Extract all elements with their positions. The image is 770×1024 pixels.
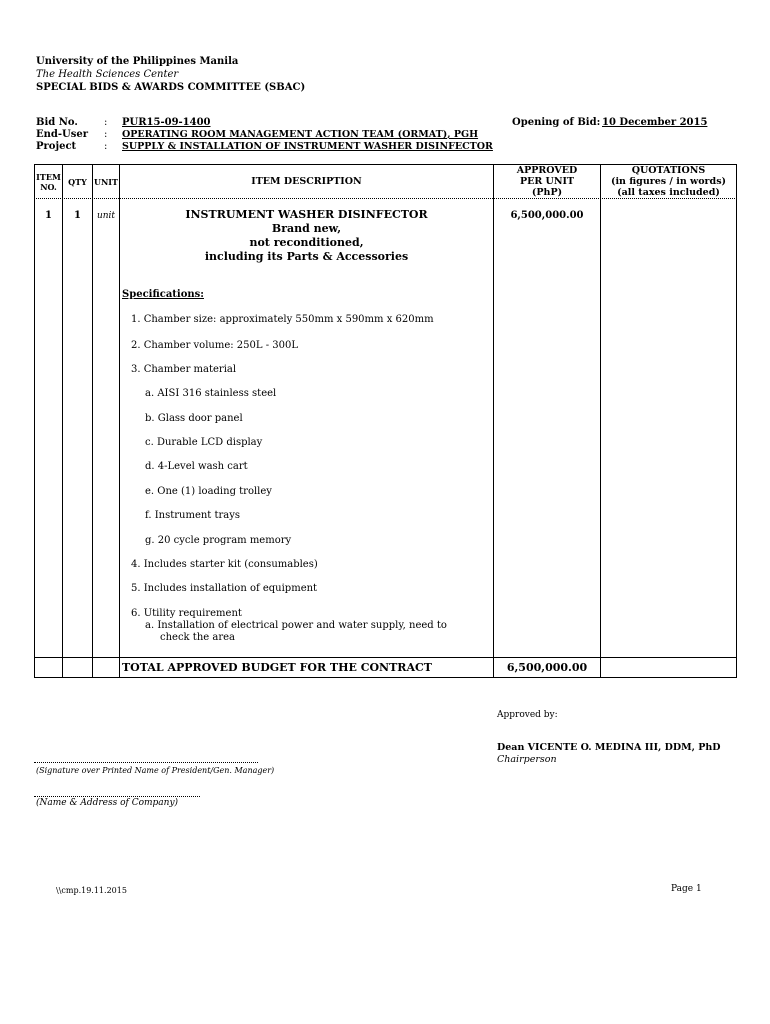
spec-subitem: a. Installation of electrical power and water supply, need to [145,620,447,631]
col-border-itemno [62,164,63,678]
committee-name: SPECIAL BIDS & AWARDS COMMITTEE (SBAC) [36,82,306,93]
center-name: The Health Sciences Center [36,69,179,80]
spec-item: 2. Chamber volume: 250L - 300L [131,340,298,351]
company-caption: (Name & Address of Company) [36,798,179,808]
row-approved-amount: 6,500,000.00 [510,210,584,221]
opening-value: 10 December 2015 [602,117,708,128]
header-approved-line3: (PhP) [531,187,563,198]
header-item-no-line1: ITEM [36,172,61,182]
header-item-no [35,172,62,192]
specs-heading: Specifications: [122,289,204,300]
spec-subitem: d. 4-Level wash cart [145,461,248,472]
header-qty: QTY [68,177,87,187]
total-top-border [34,657,737,658]
spec-item: 6. Utility requirement [131,608,242,619]
col-border-description [493,164,494,678]
spec-item: 4. Includes starter kit (consumables) [131,559,318,570]
university-name: University of the Philippines Manila [36,56,239,67]
row-title-line1: INSTRUMENT WASHER DISINFECTOR [185,208,428,221]
spec-subitem: b. Glass door panel [145,413,243,424]
approved-by-label: Approved by: [497,710,558,720]
header-quotations [601,165,736,198]
row-qty: 1 [74,210,81,221]
row-title-line4: including its Parts & Accessories [204,250,409,263]
project-label: Project [36,141,77,152]
total-label: TOTAL APPROVED BUDGET FOR THE CONTRACT [122,661,432,674]
col-border-left [34,164,35,678]
bid-label: Bid No. [36,117,78,128]
row-title [120,208,493,264]
spec-item: 1. Chamber size: approximately 550mm x 590mm x 620mm [131,314,434,325]
header-divider [34,198,737,199]
header-approved-line2: PER UNIT [519,176,575,187]
header-quotations-line2: (in figures / in words) [610,176,727,187]
total-amount: 6,500,000.00 [506,661,588,674]
spec-item: 5. Includes installation of equipment [131,583,318,594]
bid-colon: : [104,117,108,128]
spec-subitem: g. 20 cycle program memory [145,535,292,546]
enduser-colon: : [104,129,108,140]
page-number: Page 1 [671,884,702,894]
header-item-no-line2: NO. [40,182,57,192]
spec-subitem-continued: check the area [160,632,235,643]
header-quotations-line1: QUOTATIONS [631,165,706,176]
table-bottom-border [34,677,737,678]
spec-subitem: a. AISI 316 stainless steel [145,388,277,399]
header-approved [494,165,600,198]
col-border-right [736,164,737,678]
opening-label: Opening of Bid: [512,117,601,128]
signature-caption: (Signature over Printed Name of President/Gen. Manager) [36,766,275,775]
signatory-title: Chairperson [497,754,557,765]
header-unit: UNIT [94,177,118,187]
row-title-line2: Brand new, [271,222,342,235]
spec-item: 3. Chamber material [131,364,237,375]
header-approved-line1: APPROVED [516,165,578,176]
enduser-label: End-User [36,129,89,140]
bid-value: PUR15-09-1400 [122,117,211,128]
enduser-value: OPERATING ROOM MANAGEMENT ACTION TEAM (ORMAT), PGH [122,129,479,140]
spec-subitem: c. Durable LCD display [145,437,263,448]
header-item-description: ITEM DESCRIPTION [251,176,362,187]
row-item-no: 1 [45,210,52,221]
row-title-line3: not reconditioned, [249,236,364,249]
company-line [34,796,200,797]
header-quotations-line3: (all taxes included) [617,187,720,198]
spec-subitem: f. Instrument trays [145,510,241,521]
row-unit: unit [96,211,116,221]
spec-subitem: e. One (1) loading trolley [145,486,272,497]
project-colon: : [104,141,108,152]
signatory-name: Dean VICENTE O. MEDINA III, DDM, PhD [497,742,721,753]
col-border-approved [600,164,601,678]
project-value: SUPPLY & INSTALLATION OF INSTRUMENT WASHER DISINFECTOR [122,141,493,152]
file-reference: \\cmp.19.11.2015 [56,886,127,895]
signature-line [34,762,258,763]
col-border-qty [92,164,93,678]
